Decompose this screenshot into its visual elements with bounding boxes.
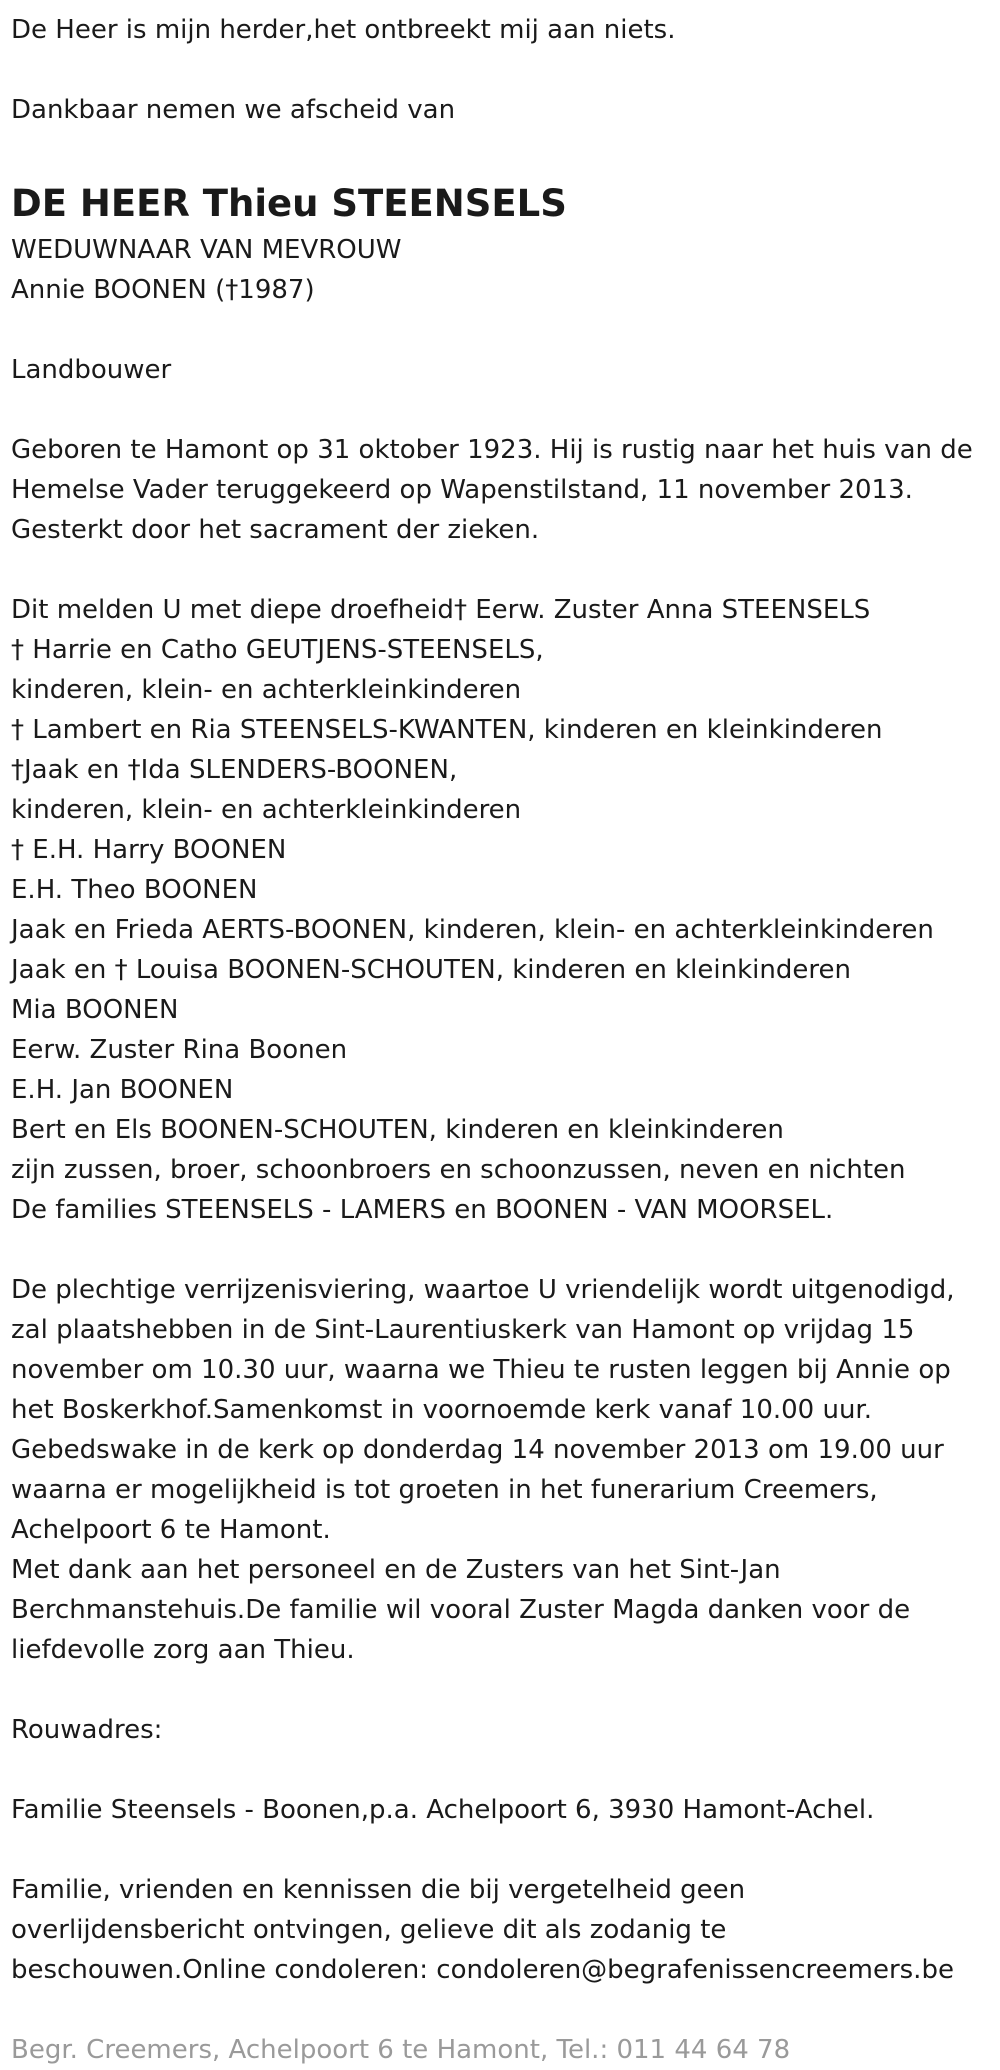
paragraph-line: overlijdensbericht ontvingen, gelieve dit als zodanig te [11,1915,727,1945]
mourner-line: Jaak en † Louisa BOONEN-SCHOUTEN, kinderen en kleinkinderen [11,955,851,985]
paragraph-line: beschouwen.Online condoleren: condoleren@begrafenissencreemers.be [11,1955,954,1985]
mourner-line: † E.H. Harry BOONEN [11,835,287,865]
birth-death-paragraph [11,430,989,550]
paragraph-line: Geboren te Hamont op 31 oktober 1923. Hij is rustig naar het huis van de [11,435,973,465]
mourner-line: De families STEENSELS - LAMERS en BOONEN - VAN MOORSEL. [11,1195,834,1225]
spacer [11,130,989,170]
paragraph-line: Berchmanstehuis.De familie wil vooral Zuster Magda danken voor de [11,1595,911,1625]
mourning-address: Familie Steensels - Boonen,p.a. Achelpoort 6, 3930 Hamont-Achel. [11,1795,875,1825]
paragraph-line: waarna er mogelijkheid is tot groeten in het funerarium Creemers, [11,1475,878,1505]
mourner-line: † Lambert en Ria STEENSELS-KWANTEN, kinderen en kleinkinderen [11,715,883,745]
ceremony-paragraph [11,1270,989,1670]
mourner-line: zijn zussen, broer, schoonbroers en schoonzussen, neven en nichten [11,1155,906,1185]
paragraph-line: Hemelse Vader teruggekeerd op Wapenstilstand, 11 november 2013. [11,475,913,505]
mourner-line: Dit melden U met diepe droefheid† Eerw. Zuster Anna STEENSELS [11,595,871,625]
spouse-line: Annie BOONEN (†1987) [11,275,315,305]
mourner-line: kinderen, klein- en achterkleinkinderen [11,795,522,825]
spacer [11,550,989,590]
spacer [11,390,989,430]
paragraph-line: Gesterkt door het sacrament der zieken. [11,515,540,545]
paragraph-line: Gebedswake in de kerk op donderdag 14 november 2013 om 19.00 uur [11,1435,944,1465]
spacer [11,310,989,350]
mourner-line: kinderen, klein- en achterkleinkinderen [11,675,522,705]
paragraph-line: Familie, vrienden en kennissen die bij vergetelheid geen [11,1875,746,1905]
address-label: Rouwadres: [11,1715,163,1745]
paragraph-line: het Boskerkhof.Samenkomst in voornoemde kerk vanaf 10.00 uur. [11,1395,872,1425]
mourner-line: E.H. Jan BOONEN [11,1075,234,1105]
mourner-line: Mia BOONEN [11,995,179,1025]
mourners-list [11,590,989,1230]
spacer [11,1750,989,1790]
occupation: Landbouwer [11,355,172,385]
paragraph-line: november om 10.30 uur, waarna we Thieu te rusten leggen bij Annie op [11,1355,951,1385]
spacer [11,1670,989,1710]
closing-paragraph [11,1870,989,1990]
mourner-line: †Jaak en †Ida SLENDERS-BOONEN, [11,755,458,785]
spacer [11,1830,989,1870]
spouse-line: WEDUWNAAR VAN MEVROUW [11,235,402,265]
spacer [11,50,989,90]
bible-verse: De Heer is mijn herder,het ontbreekt mij aan niets. [11,15,676,45]
deceased-name: DE HEER Thieu STEENSELS [11,182,567,225]
funeral-home-footer: Begr. Creemers, Achelpoort 6 te Hamont, Tel.: 011 44 64 78 [11,2035,791,2065]
spacer [11,1230,989,1270]
mourner-line: E.H. Theo BOONEN [11,875,258,905]
spacer [11,1990,989,2030]
paragraph-line: Met dank aan het personeel en de Zusters van het Sint-Jan [11,1555,781,1585]
mourner-line: Jaak en Frieda AERTS-BOONEN, kinderen, klein- en achterkleinkinderen [11,915,934,945]
paragraph-line: De plechtige verrijzenisviering, waartoe U vriendelijk wordt uitgenodigd, [11,1275,955,1305]
mourner-line: Eerw. Zuster Rina Boonen [11,1035,348,1065]
mourner-line: Bert en Els BOONEN-SCHOUTEN, kinderen en kleinkinderen [11,1115,784,1145]
paragraph-line: Achelpoort 6 te Hamont. [11,1515,331,1545]
intro-text: Dankbaar nemen we afscheid van [11,95,456,125]
mourner-line: † Harrie en Catho GEUTJENS-STEENSELS, [11,635,544,665]
paragraph-line: liefdevolle zorg aan Thieu. [11,1635,355,1665]
paragraph-line: zal plaatshebben in de Sint-Laurentiuskerk van Hamont op vrijdag 15 [11,1315,915,1345]
